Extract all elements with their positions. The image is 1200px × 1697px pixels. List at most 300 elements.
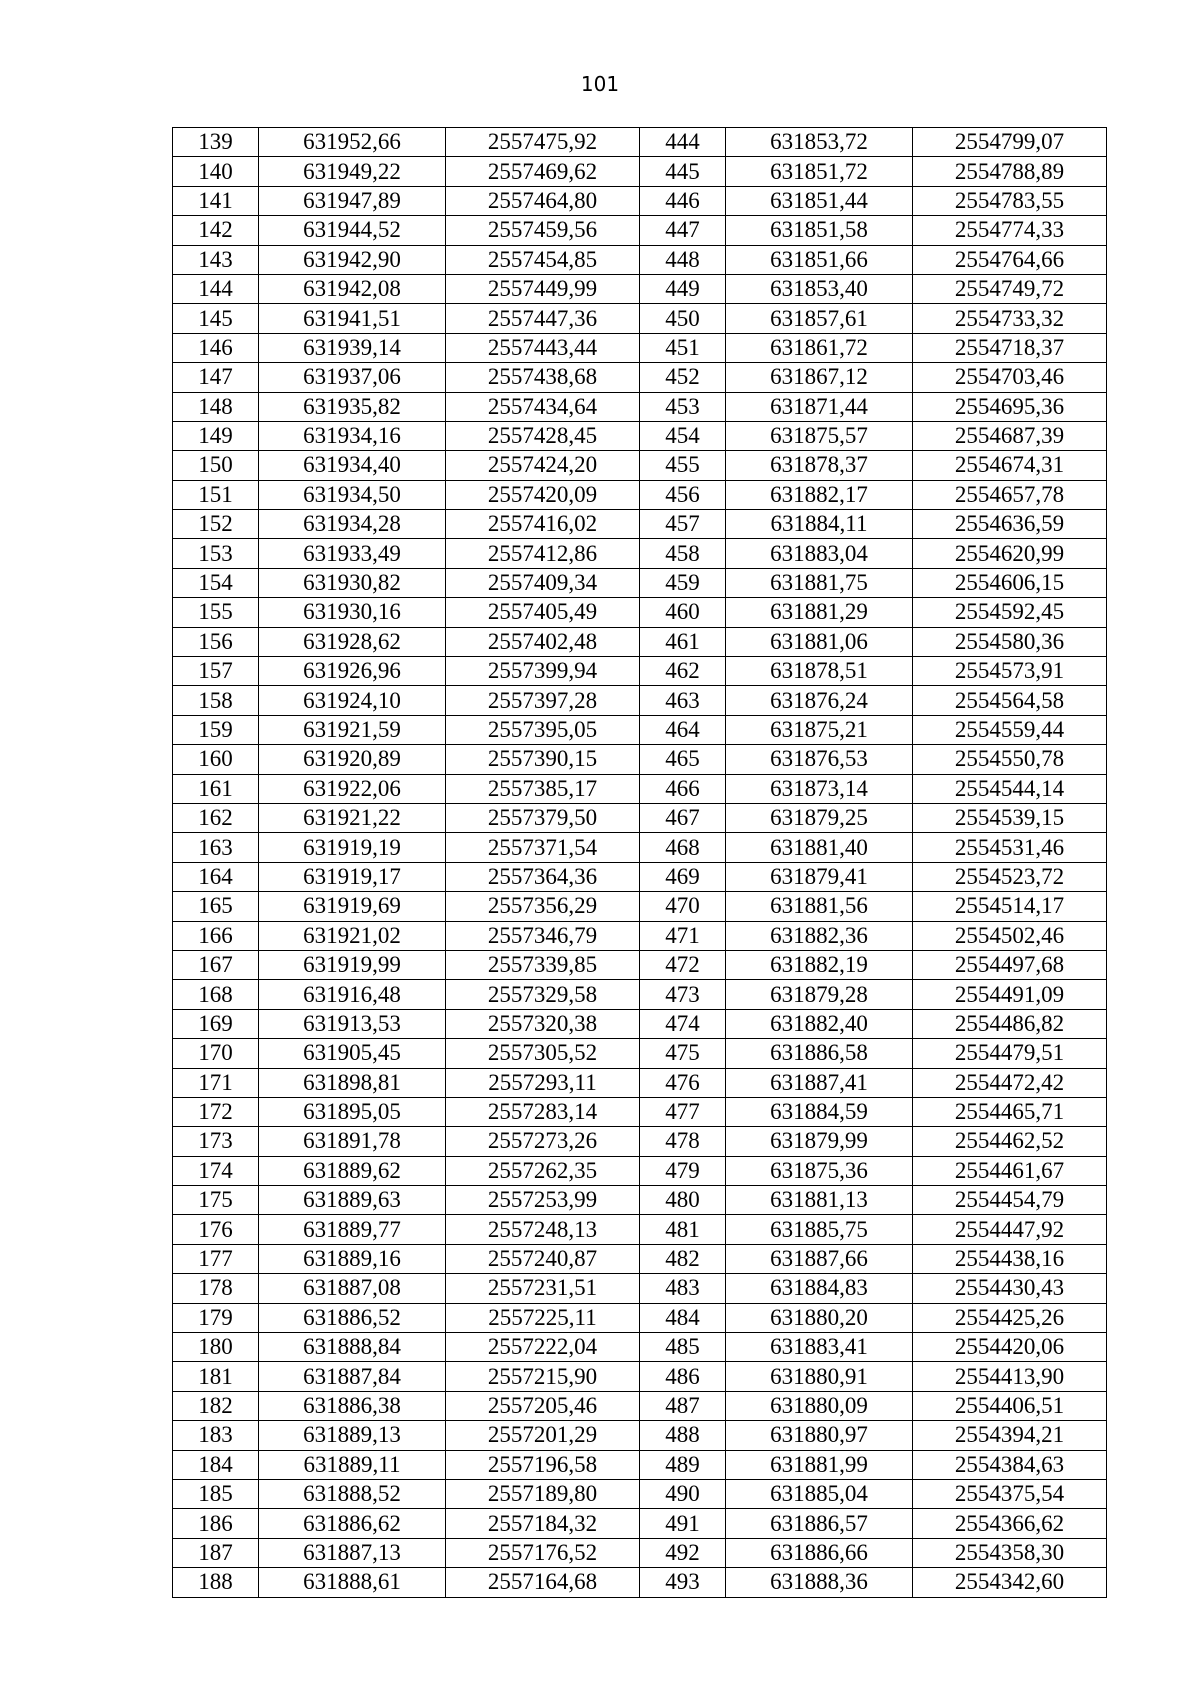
- point-number-cell: 165: [173, 892, 259, 921]
- point-number-cell: 177: [173, 1244, 259, 1273]
- point-number-cell: 463: [640, 686, 726, 715]
- y-coordinate-cell: 2557205,46: [446, 1391, 640, 1420]
- table-row: [173, 921, 1107, 950]
- x-coordinate-cell: 631884,59: [726, 1097, 913, 1126]
- x-coordinate-cell: 631905,45: [259, 1039, 446, 1068]
- x-coordinate-cell: 631881,75: [726, 568, 913, 597]
- x-coordinate-cell: 631881,40: [726, 833, 913, 862]
- table-row: [173, 333, 1107, 362]
- y-coordinate-cell: 2554394,21: [913, 1421, 1107, 1450]
- point-number-cell: 183: [173, 1421, 259, 1450]
- x-coordinate-cell: 631930,82: [259, 568, 446, 597]
- table-row: [173, 363, 1107, 392]
- point-number-cell: 492: [640, 1538, 726, 1567]
- x-coordinate-cell: 631880,20: [726, 1303, 913, 1332]
- y-coordinate-cell: 2554358,30: [913, 1538, 1107, 1567]
- table-row: [173, 157, 1107, 186]
- y-coordinate-cell: 2557409,34: [446, 568, 640, 597]
- table-row: [173, 892, 1107, 921]
- y-coordinate-cell: 2554375,54: [913, 1479, 1107, 1508]
- x-coordinate-cell: 631934,50: [259, 480, 446, 509]
- y-coordinate-cell: 2557339,85: [446, 950, 640, 979]
- x-coordinate-cell: 631919,99: [259, 950, 446, 979]
- point-number-cell: 175: [173, 1186, 259, 1215]
- y-coordinate-cell: 2554531,46: [913, 833, 1107, 862]
- y-coordinate-cell: 2554430,43: [913, 1274, 1107, 1303]
- point-number-cell: 459: [640, 568, 726, 597]
- point-number-cell: 171: [173, 1068, 259, 1097]
- table-row: [173, 1568, 1107, 1597]
- point-number-cell: 493: [640, 1568, 726, 1597]
- point-number-cell: 464: [640, 715, 726, 744]
- table-row: [173, 980, 1107, 1009]
- table-row: [173, 1039, 1107, 1068]
- point-number-cell: 144: [173, 274, 259, 303]
- x-coordinate-cell: 631851,44: [726, 186, 913, 215]
- x-coordinate-cell: 631880,09: [726, 1391, 913, 1420]
- x-coordinate-cell: 631883,41: [726, 1333, 913, 1362]
- point-number-cell: 167: [173, 950, 259, 979]
- x-coordinate-cell: 631881,06: [726, 627, 913, 656]
- point-number-cell: 472: [640, 950, 726, 979]
- point-number-cell: 143: [173, 245, 259, 274]
- y-coordinate-cell: 2557371,54: [446, 833, 640, 862]
- x-coordinate-cell: 631879,25: [726, 803, 913, 832]
- y-coordinate-cell: 2557459,56: [446, 216, 640, 245]
- x-coordinate-cell: 631921,02: [259, 921, 446, 950]
- y-coordinate-cell: 2554413,90: [913, 1362, 1107, 1391]
- table-row: [173, 186, 1107, 215]
- y-coordinate-cell: 2554592,45: [913, 598, 1107, 627]
- y-coordinate-cell: 2554620,99: [913, 539, 1107, 568]
- table-row: [173, 421, 1107, 450]
- point-number-cell: 161: [173, 774, 259, 803]
- point-number-cell: 482: [640, 1244, 726, 1273]
- x-coordinate-cell: 631913,53: [259, 1009, 446, 1038]
- x-coordinate-cell: 631934,28: [259, 510, 446, 539]
- y-coordinate-cell: 2554447,92: [913, 1215, 1107, 1244]
- point-number-cell: 180: [173, 1333, 259, 1362]
- point-number-cell: 155: [173, 598, 259, 627]
- table-row: [173, 1538, 1107, 1567]
- x-coordinate-cell: 631919,69: [259, 892, 446, 921]
- point-number-cell: 182: [173, 1391, 259, 1420]
- x-coordinate-cell: 631878,51: [726, 657, 913, 686]
- y-coordinate-cell: 2557189,80: [446, 1479, 640, 1508]
- x-coordinate-cell: 631888,36: [726, 1568, 913, 1597]
- table-row: [173, 862, 1107, 891]
- x-coordinate-cell: 631926,96: [259, 657, 446, 686]
- y-coordinate-cell: 2557364,36: [446, 862, 640, 891]
- point-number-cell: 185: [173, 1479, 259, 1508]
- y-coordinate-cell: 2557469,62: [446, 157, 640, 186]
- point-number-cell: 484: [640, 1303, 726, 1332]
- point-number-cell: 457: [640, 510, 726, 539]
- y-coordinate-cell: 2557379,50: [446, 803, 640, 832]
- point-number-cell: 479: [640, 1156, 726, 1185]
- point-number-cell: 157: [173, 657, 259, 686]
- x-coordinate-cell: 631885,04: [726, 1479, 913, 1508]
- table-row: [173, 715, 1107, 744]
- point-number-cell: 454: [640, 421, 726, 450]
- point-number-cell: 184: [173, 1450, 259, 1479]
- x-coordinate-cell: 631935,82: [259, 392, 446, 421]
- point-number-cell: 187: [173, 1538, 259, 1567]
- y-coordinate-cell: 2554497,68: [913, 950, 1107, 979]
- y-coordinate-cell: 2557475,92: [446, 128, 640, 157]
- x-coordinate-cell: 631921,22: [259, 803, 446, 832]
- y-coordinate-cell: 2554544,14: [913, 774, 1107, 803]
- point-number-cell: 489: [640, 1450, 726, 1479]
- point-number-cell: 147: [173, 363, 259, 392]
- table-row: [173, 774, 1107, 803]
- y-coordinate-cell: 2557262,35: [446, 1156, 640, 1185]
- x-coordinate-cell: 631882,17: [726, 480, 913, 509]
- y-coordinate-cell: 2557248,13: [446, 1215, 640, 1244]
- point-number-cell: 444: [640, 128, 726, 157]
- y-coordinate-cell: 2554462,52: [913, 1127, 1107, 1156]
- table-row: [173, 1127, 1107, 1156]
- table-row: [173, 1362, 1107, 1391]
- x-coordinate-cell: 631891,78: [259, 1127, 446, 1156]
- point-number-cell: 146: [173, 333, 259, 362]
- x-coordinate-cell: 631879,28: [726, 980, 913, 1009]
- y-coordinate-cell: 2557222,04: [446, 1333, 640, 1362]
- point-number-cell: 141: [173, 186, 259, 215]
- x-coordinate-cell: 631928,62: [259, 627, 446, 656]
- point-number-cell: 456: [640, 480, 726, 509]
- x-coordinate-cell: 631881,13: [726, 1186, 913, 1215]
- x-coordinate-cell: 631878,37: [726, 451, 913, 480]
- point-number-cell: 140: [173, 157, 259, 186]
- x-coordinate-cell: 631876,53: [726, 745, 913, 774]
- y-coordinate-cell: 2554783,55: [913, 186, 1107, 215]
- x-coordinate-cell: 631889,11: [259, 1450, 446, 1479]
- x-coordinate-cell: 631952,66: [259, 128, 446, 157]
- x-coordinate-cell: 631919,17: [259, 862, 446, 891]
- table-row: [173, 128, 1107, 157]
- x-coordinate-cell: 631888,52: [259, 1479, 446, 1508]
- x-coordinate-cell: 631886,62: [259, 1509, 446, 1538]
- x-coordinate-cell: 631888,61: [259, 1568, 446, 1597]
- y-coordinate-cell: 2557464,80: [446, 186, 640, 215]
- x-coordinate-cell: 631886,38: [259, 1391, 446, 1420]
- point-number-cell: 142: [173, 216, 259, 245]
- y-coordinate-cell: 2557402,48: [446, 627, 640, 656]
- table-row: [173, 1009, 1107, 1038]
- x-coordinate-cell: 631875,21: [726, 715, 913, 744]
- y-coordinate-cell: 2554384,63: [913, 1450, 1107, 1479]
- point-number-cell: 466: [640, 774, 726, 803]
- y-coordinate-cell: 2557329,58: [446, 980, 640, 1009]
- table-row: [173, 1333, 1107, 1362]
- x-coordinate-cell: 631889,62: [259, 1156, 446, 1185]
- table-row: [173, 1450, 1107, 1479]
- point-number-cell: 139: [173, 128, 259, 157]
- point-number-cell: 170: [173, 1039, 259, 1068]
- x-coordinate-cell: 631887,08: [259, 1274, 446, 1303]
- y-coordinate-cell: 2554491,09: [913, 980, 1107, 1009]
- y-coordinate-cell: 2557395,05: [446, 715, 640, 744]
- x-coordinate-cell: 631887,41: [726, 1068, 913, 1097]
- point-number-cell: 162: [173, 803, 259, 832]
- y-coordinate-cell: 2554580,36: [913, 627, 1107, 656]
- y-coordinate-cell: 2557428,45: [446, 421, 640, 450]
- y-coordinate-cell: 2554502,46: [913, 921, 1107, 950]
- x-coordinate-cell: 631949,22: [259, 157, 446, 186]
- x-coordinate-cell: 631922,06: [259, 774, 446, 803]
- point-number-cell: 468: [640, 833, 726, 862]
- y-coordinate-cell: 2557225,11: [446, 1303, 640, 1332]
- x-coordinate-cell: 631887,13: [259, 1538, 446, 1567]
- y-coordinate-cell: 2557390,15: [446, 745, 640, 774]
- point-number-cell: 474: [640, 1009, 726, 1038]
- x-coordinate-cell: 631930,16: [259, 598, 446, 627]
- y-coordinate-cell: 2554606,15: [913, 568, 1107, 597]
- y-coordinate-cell: 2557273,26: [446, 1127, 640, 1156]
- x-coordinate-cell: 631886,57: [726, 1509, 913, 1538]
- x-coordinate-cell: 631879,41: [726, 862, 913, 891]
- table-row: [173, 1186, 1107, 1215]
- y-coordinate-cell: 2557397,28: [446, 686, 640, 715]
- point-number-cell: 159: [173, 715, 259, 744]
- x-coordinate-cell: 631851,72: [726, 157, 913, 186]
- y-coordinate-cell: 2554718,37: [913, 333, 1107, 362]
- y-coordinate-cell: 2557454,85: [446, 245, 640, 274]
- x-coordinate-cell: 631886,52: [259, 1303, 446, 1332]
- point-number-cell: 460: [640, 598, 726, 627]
- y-coordinate-cell: 2557385,17: [446, 774, 640, 803]
- table-row: [173, 216, 1107, 245]
- point-number-cell: 148: [173, 392, 259, 421]
- table-row: [173, 627, 1107, 656]
- table-row: [173, 657, 1107, 686]
- x-coordinate-cell: 631937,06: [259, 363, 446, 392]
- x-coordinate-cell: 631886,58: [726, 1039, 913, 1068]
- table-row: [173, 392, 1107, 421]
- table-row: [173, 304, 1107, 333]
- y-coordinate-cell: 2557449,99: [446, 274, 640, 303]
- point-number-cell: 450: [640, 304, 726, 333]
- x-coordinate-cell: 631939,14: [259, 333, 446, 362]
- point-number-cell: 475: [640, 1039, 726, 1068]
- y-coordinate-cell: 2557320,38: [446, 1009, 640, 1038]
- x-coordinate-cell: 631853,72: [726, 128, 913, 157]
- point-number-cell: 160: [173, 745, 259, 774]
- x-coordinate-cell: 631889,16: [259, 1244, 446, 1273]
- x-coordinate-cell: 631853,40: [726, 274, 913, 303]
- point-number-cell: 461: [640, 627, 726, 656]
- point-number-cell: 149: [173, 421, 259, 450]
- y-coordinate-cell: 2557416,02: [446, 510, 640, 539]
- table-row: [173, 539, 1107, 568]
- point-number-cell: 173: [173, 1127, 259, 1156]
- table-row: [173, 1274, 1107, 1303]
- table-row: [173, 745, 1107, 774]
- table-row: [173, 598, 1107, 627]
- y-coordinate-cell: 2557196,58: [446, 1450, 640, 1479]
- point-number-cell: 455: [640, 451, 726, 480]
- x-coordinate-cell: 631881,56: [726, 892, 913, 921]
- table-row: [173, 686, 1107, 715]
- x-coordinate-cell: 631882,36: [726, 921, 913, 950]
- y-coordinate-cell: 2554559,44: [913, 715, 1107, 744]
- y-coordinate-cell: 2554788,89: [913, 157, 1107, 186]
- y-coordinate-cell: 2557240,87: [446, 1244, 640, 1273]
- x-coordinate-cell: 631895,05: [259, 1097, 446, 1126]
- x-coordinate-cell: 631887,66: [726, 1244, 913, 1273]
- point-number-cell: 491: [640, 1509, 726, 1538]
- y-coordinate-cell: 2554366,62: [913, 1509, 1107, 1538]
- y-coordinate-cell: 2557201,29: [446, 1421, 640, 1450]
- point-number-cell: 473: [640, 980, 726, 1009]
- x-coordinate-cell: 631857,61: [726, 304, 913, 333]
- x-coordinate-cell: 631883,04: [726, 539, 913, 568]
- point-number-cell: 156: [173, 627, 259, 656]
- y-coordinate-cell: 2554438,16: [913, 1244, 1107, 1273]
- y-coordinate-cell: 2557443,44: [446, 333, 640, 362]
- x-coordinate-cell: 631881,99: [726, 1450, 913, 1479]
- point-number-cell: 462: [640, 657, 726, 686]
- table-row: [173, 451, 1107, 480]
- y-coordinate-cell: 2554454,79: [913, 1186, 1107, 1215]
- x-coordinate-cell: 631916,48: [259, 980, 446, 1009]
- x-coordinate-cell: 631889,13: [259, 1421, 446, 1450]
- x-coordinate-cell: 631882,19: [726, 950, 913, 979]
- y-coordinate-cell: 2554523,72: [913, 862, 1107, 891]
- point-number-cell: 172: [173, 1097, 259, 1126]
- x-coordinate-cell: 631881,29: [726, 598, 913, 627]
- y-coordinate-cell: 2554465,71: [913, 1097, 1107, 1126]
- x-coordinate-cell: 631889,77: [259, 1215, 446, 1244]
- table-row: [173, 1068, 1107, 1097]
- y-coordinate-cell: 2557420,09: [446, 480, 640, 509]
- x-coordinate-cell: 631880,91: [726, 1362, 913, 1391]
- point-number-cell: 179: [173, 1303, 259, 1332]
- point-number-cell: 453: [640, 392, 726, 421]
- x-coordinate-cell: 631924,10: [259, 686, 446, 715]
- x-coordinate-cell: 631871,44: [726, 392, 913, 421]
- x-coordinate-cell: 631889,63: [259, 1186, 446, 1215]
- x-coordinate-cell: 631875,57: [726, 421, 913, 450]
- y-coordinate-cell: 2554406,51: [913, 1391, 1107, 1420]
- point-number-cell: 166: [173, 921, 259, 950]
- point-number-cell: 483: [640, 1274, 726, 1303]
- point-number-cell: 465: [640, 745, 726, 774]
- point-number-cell: 467: [640, 803, 726, 832]
- point-number-cell: 154: [173, 568, 259, 597]
- y-coordinate-cell: 2554764,66: [913, 245, 1107, 274]
- table-row: [173, 833, 1107, 862]
- point-number-cell: 158: [173, 686, 259, 715]
- y-coordinate-cell: 2554479,51: [913, 1039, 1107, 1068]
- y-coordinate-cell: 2554695,36: [913, 392, 1107, 421]
- point-number-cell: 445: [640, 157, 726, 186]
- point-number-cell: 470: [640, 892, 726, 921]
- x-coordinate-cell: 631880,97: [726, 1421, 913, 1450]
- table-row: [173, 1421, 1107, 1450]
- y-coordinate-cell: 2557283,14: [446, 1097, 640, 1126]
- table-row: [173, 1244, 1107, 1273]
- y-coordinate-cell: 2557184,32: [446, 1509, 640, 1538]
- y-coordinate-cell: 2554657,78: [913, 480, 1107, 509]
- y-coordinate-cell: 2557399,94: [446, 657, 640, 686]
- x-coordinate-cell: 631934,16: [259, 421, 446, 450]
- x-coordinate-cell: 631867,12: [726, 363, 913, 392]
- point-number-cell: 448: [640, 245, 726, 274]
- coordinates-table-body: [173, 128, 1107, 1598]
- y-coordinate-cell: 2557424,20: [446, 451, 640, 480]
- point-number-cell: 446: [640, 186, 726, 215]
- x-coordinate-cell: 631921,59: [259, 715, 446, 744]
- table-row: [173, 274, 1107, 303]
- point-number-cell: 486: [640, 1362, 726, 1391]
- point-number-cell: 490: [640, 1479, 726, 1508]
- page-number: 101: [580, 72, 620, 96]
- point-number-cell: 163: [173, 833, 259, 862]
- x-coordinate-cell: 631851,66: [726, 245, 913, 274]
- y-coordinate-cell: 2554687,39: [913, 421, 1107, 450]
- y-coordinate-cell: 2557412,86: [446, 539, 640, 568]
- y-coordinate-cell: 2557164,68: [446, 1568, 640, 1597]
- point-number-cell: 181: [173, 1362, 259, 1391]
- y-coordinate-cell: 2557293,11: [446, 1068, 640, 1097]
- point-number-cell: 145: [173, 304, 259, 333]
- point-number-cell: 451: [640, 333, 726, 362]
- y-coordinate-cell: 2557176,52: [446, 1538, 640, 1567]
- y-coordinate-cell: 2554573,91: [913, 657, 1107, 686]
- x-coordinate-cell: 631920,89: [259, 745, 446, 774]
- table-row: [173, 480, 1107, 509]
- x-coordinate-cell: 631887,84: [259, 1362, 446, 1391]
- x-coordinate-cell: 631873,14: [726, 774, 913, 803]
- point-number-cell: 469: [640, 862, 726, 891]
- point-number-cell: 477: [640, 1097, 726, 1126]
- y-coordinate-cell: 2557346,79: [446, 921, 640, 950]
- x-coordinate-cell: 631933,49: [259, 539, 446, 568]
- x-coordinate-cell: 631944,52: [259, 216, 446, 245]
- table-row: [173, 1097, 1107, 1126]
- y-coordinate-cell: 2554342,60: [913, 1568, 1107, 1597]
- point-number-cell: 168: [173, 980, 259, 1009]
- table-row: [173, 1391, 1107, 1420]
- point-number-cell: 487: [640, 1391, 726, 1420]
- x-coordinate-cell: 631898,81: [259, 1068, 446, 1097]
- y-coordinate-cell: 2557253,99: [446, 1186, 640, 1215]
- y-coordinate-cell: 2557405,49: [446, 598, 640, 627]
- point-number-cell: 476: [640, 1068, 726, 1097]
- y-coordinate-cell: 2557438,68: [446, 363, 640, 392]
- x-coordinate-cell: 631942,08: [259, 274, 446, 303]
- x-coordinate-cell: 631886,66: [726, 1538, 913, 1567]
- point-number-cell: 488: [640, 1421, 726, 1450]
- y-coordinate-cell: 2554774,33: [913, 216, 1107, 245]
- table-row: [173, 510, 1107, 539]
- point-number-cell: 164: [173, 862, 259, 891]
- y-coordinate-cell: 2557447,36: [446, 304, 640, 333]
- x-coordinate-cell: 631884,83: [726, 1274, 913, 1303]
- point-number-cell: 178: [173, 1274, 259, 1303]
- y-coordinate-cell: 2554674,31: [913, 451, 1107, 480]
- y-coordinate-cell: 2554636,59: [913, 510, 1107, 539]
- y-coordinate-cell: 2554799,07: [913, 128, 1107, 157]
- x-coordinate-cell: 631851,58: [726, 216, 913, 245]
- point-number-cell: 150: [173, 451, 259, 480]
- point-number-cell: 176: [173, 1215, 259, 1244]
- y-coordinate-cell: 2557356,29: [446, 892, 640, 921]
- x-coordinate-cell: 631882,40: [726, 1009, 913, 1038]
- x-coordinate-cell: 631919,19: [259, 833, 446, 862]
